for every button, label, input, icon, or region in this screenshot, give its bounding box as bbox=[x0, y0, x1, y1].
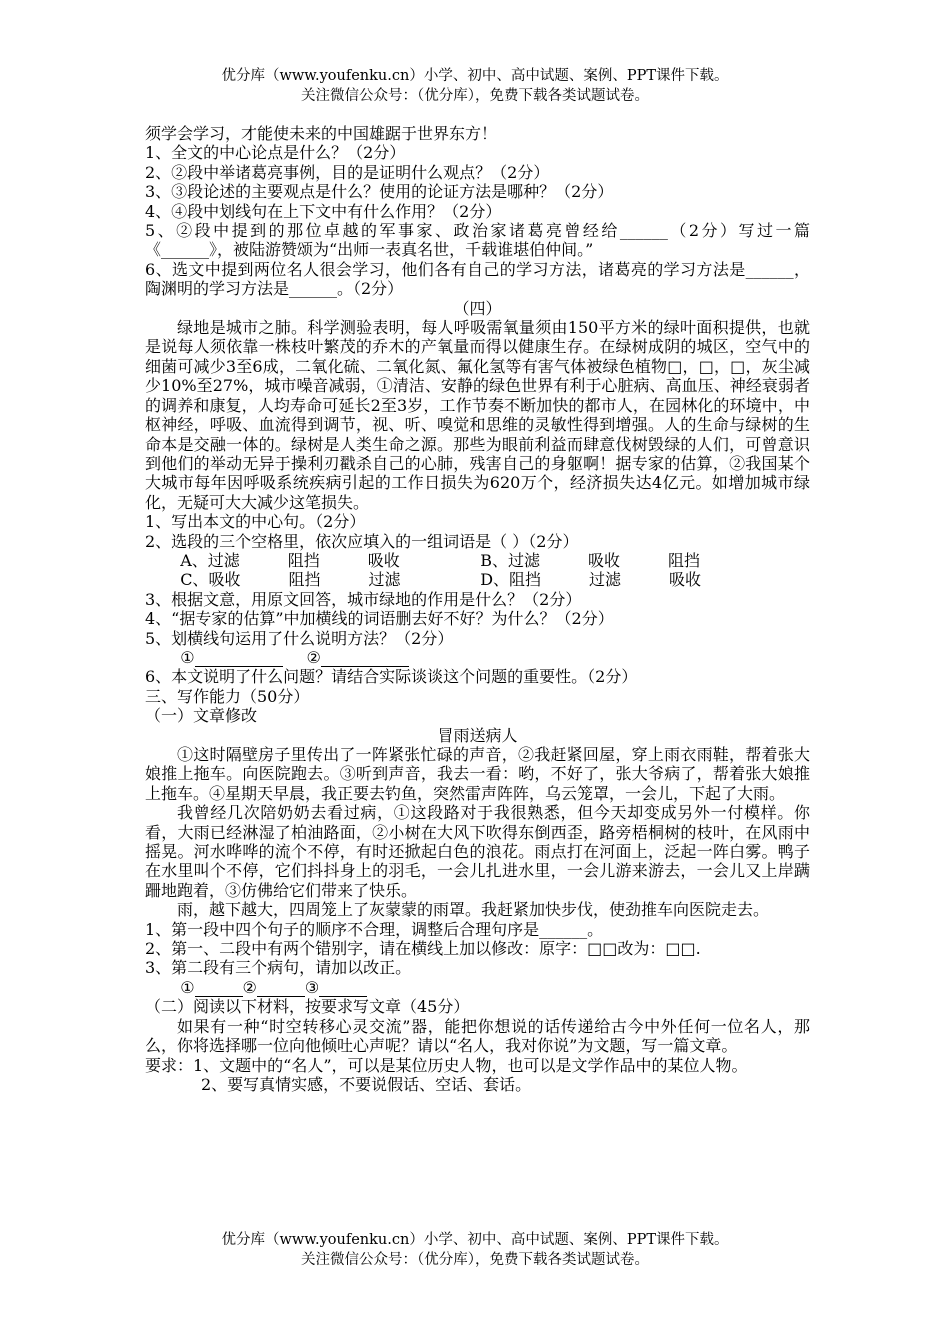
answer-blank[interactable] bbox=[321, 648, 409, 667]
question-4-3: 3、根据文意，用原文回答，城市绿地的作用是什么？（2分） bbox=[145, 589, 582, 609]
writing-part-1-heading: （一）文章修改 bbox=[145, 706, 258, 726]
options-row-1 bbox=[145, 551, 810, 570]
question-4-5: 5、划横线句运用了什么说明方法？（2分） bbox=[145, 628, 454, 648]
question-3-6: 6、选文中提到两位名人很会学习，他们各有自己的学习方法，诸葛亮的学习方法是______，陶渊明的学习方法是______。（2分） bbox=[145, 259, 810, 299]
question-3-2: 2、②段中举诸葛亮事例，目的是证明什么观点？（2分） bbox=[145, 162, 550, 182]
writing-heading: 三、写作能力（50分） bbox=[145, 686, 310, 706]
options-row-2 bbox=[145, 570, 810, 589]
writing-question-2: 2、第一、二段中有两个错别字，请在横线上加以修改：原字：□□改为：□□. bbox=[145, 939, 701, 959]
page-header bbox=[0, 66, 950, 106]
writing-requirement-2: 2、要写真情实感，不要说假话、空话、套话。 bbox=[201, 1074, 532, 1094]
option-d: D、阻挡 过滤 吸收 bbox=[480, 570, 702, 590]
essay-paragraph-2: 我曾经几次陪奶奶去看过病，①这段路对于我很熟悉，但今天却变成另外一付模样。你看，大雨已经淋湿了柏油路面，②小树在大风下吹得东倒西歪，路旁梧桐树的枝叶，在风雨中摇晃。河水哗哗的流个不停，有时还掀起白色的浪花。雨点打在河面上，泛起一阵白雾。鸭子在水里叫个不停，它们抖抖身上的羽毛，一会儿扎进水里，一会儿游来游去，一会儿又上岸蹒跚地跑着，③仿佛给它们带来了快乐。 bbox=[145, 803, 810, 900]
header-line-2: 关注微信公众号：（优分库），免费下载各类试题试卷。 bbox=[301, 88, 649, 104]
question-3-3: 3、③段论述的主要观点是什么？使用的论证方法是哪种？（2分） bbox=[145, 182, 614, 202]
essay-title: 冒雨送病人 bbox=[437, 725, 518, 745]
section-4-title: （四） bbox=[453, 298, 502, 318]
option-b: B、过滤 吸收 阻挡 bbox=[480, 550, 700, 570]
question-3-1: 1、全文的中心论点是什么？（2分） bbox=[145, 143, 406, 163]
writing-question-3: 3、第二段有三个病句，请加以改正。 bbox=[145, 958, 412, 978]
page-footer bbox=[0, 1230, 950, 1270]
section-4-passage: 绿地是城市之肺。科学测验表明，每人呼吸需氧量须由150平方米的绿叶面积提供，也就是说每人须依靠一株枝叶繁茂的乔木的产氧量而得以健康生存。在绿树成阴的城区，空气中的细菌可减少3至6成，二氧化硫、二氧化氮、氟化氢等有害气体被绿色植物□，□，□，灰尘减少10%至27%，城市噪音减弱，①清洁、安静的绿色世界有利于心脏病、高血压、神经衰弱者的调养和康复，人均寿命可延长2至3岁，工作节奏不断加快的都市人，在园林化的环境中，中枢神经，呼吸、血流得到调节，视、听、嗅觉和思维的灵敏性得到增强。人的生命与绿树的生命本是交融一体的。绿树是人类生命之源。那些为眼前利益而肆意伐树毁绿的人们，可曾意识到他们的举动无异于操利刃戳杀自己的心肺，残害自己的身躯啊！据专家的估算，②我国某个大城市每年因呼吸系统疾病引起的工作日损失为620万个，经济损失达4亿元。如增加城市绿化，无疑可大大减少这笔损失。 bbox=[145, 318, 810, 512]
question-3-5: 5、②段中提到的那位卓越的军事家、政治家诸葛亮曾经给______（2分）写过一篇《______》，被陆游赞颂为“出师一表真名世，千载谁堪伯仲间。” bbox=[145, 221, 810, 260]
question-4-2: 2、选段的三个空格里，依次应填入的一组词语是（ ）（2分） bbox=[145, 531, 579, 551]
question-3-4: 4、④段中划线句在上下文中有什么作用？（2分） bbox=[145, 201, 502, 221]
answer-blank[interactable] bbox=[319, 978, 367, 997]
footer-line-2: 关注微信公众号：（优分库），免费下载各类试题试卷。 bbox=[301, 1252, 649, 1268]
option-a: A、过滤 阻挡 吸收 bbox=[180, 550, 400, 570]
footer-line-1: 优分库（www.youfenku.cn）小学、初中、高中试题、案例、PPT课件下载。 bbox=[221, 1232, 729, 1248]
writing-part-2-heading: （二）阅读以下材料，按要求写文章（45分） bbox=[145, 997, 470, 1017]
writing-question-1: 1、第一段中四个句子的顺序不合理，调整后合理句序是______。 bbox=[145, 919, 604, 939]
writing-prompt: 如果有一种“时空转移心灵交流”器，能把你想说的话传递给古今中外任何一位名人，那么，你将选择哪一位向他倾吐心声呢？请以“名人，我对你说”为文题，写一篇文章。 bbox=[145, 1016, 810, 1056]
writing-question-3-answer-lines: ① ② ③ bbox=[145, 978, 810, 997]
answer-blank[interactable] bbox=[257, 978, 305, 997]
passage-ending: 须学会学习，才能使未来的中国雄踞于世界东方！ bbox=[145, 124, 498, 143]
question-4-1: 1、写出本文的中心句。（2分） bbox=[145, 512, 366, 532]
header-line-1: 优分库（www.youfenku.cn）小学、初中、高中试题、案例、PPT课件下载。 bbox=[221, 68, 729, 84]
question-4-6: 6、本文说明了什么问题？请结合实际谈谈这个问题的重要性。（2分） bbox=[145, 667, 638, 687]
answer-blank[interactable] bbox=[195, 648, 283, 667]
document-body bbox=[145, 124, 810, 1094]
writing-requirement-1: 要求：1、文题中的“名人”，可以是某位历史人物，也可以是文学作品中的某位人物。 bbox=[145, 1055, 748, 1075]
question-4-4: 4、“据专家的估算”中加横线的词语删去好不好？为什么？（2分） bbox=[145, 609, 614, 629]
essay-paragraph-3: 雨，越下越大，四周笼上了灰蒙蒙的雨罩。我赶紧加快步伐，使劲推车向医院走去。 bbox=[177, 900, 770, 920]
essay-paragraph-1: ①这时隔壁房子里传出了一阵紧张忙碌的声音，②我赶紧回屋，穿上雨衣雨鞋，帮着张大娘推上拖车。向医院跑去。③听到声音，我去一看：哟，不好了，张大爷病了，帮着张大娘推上拖车。④星期天早晨，我正要去钓鱼，突然雷声阵阵，乌云笼罩，一会儿，下起了大雨。 bbox=[145, 745, 810, 803]
option-c: C、吸收 阻挡 过滤 bbox=[180, 570, 401, 590]
answer-blank[interactable] bbox=[195, 978, 243, 997]
question-4-5-answer-lines: ① ② bbox=[145, 648, 810, 667]
